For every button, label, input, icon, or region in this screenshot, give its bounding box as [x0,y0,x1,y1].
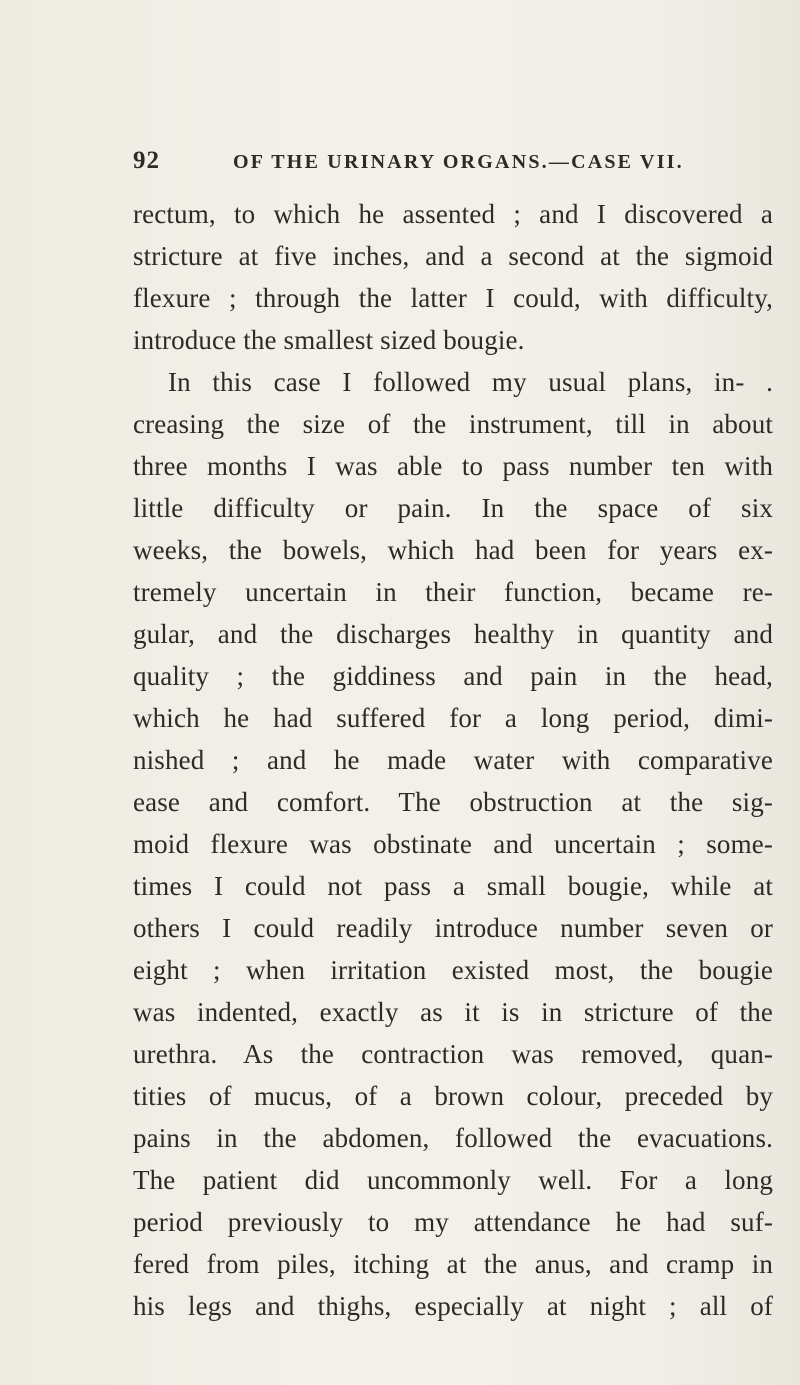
text-line: times I could not pass a small bougie, while at [133,871,773,901]
text-line: eight ; when irritation existed most, the bougie [133,955,773,985]
body-text [133,193,773,1327]
paragraph-start-line: In this case I followed my usual plans, in- . [168,367,773,397]
text-line: others I could readily introduce number seven or [133,913,773,943]
text-line: gular, and the discharges healthy in quantity and [133,619,773,649]
text-line: weeks, the bowels, which had been for years ex- [133,535,773,565]
page-number: 92 [133,147,160,174]
text-line: introduce the smallest sized bougie. [133,325,525,355]
text-line: quality ; the giddiness and pain in the head, [133,661,773,691]
text-line: pains in the abdomen, followed the evacuations. [133,1123,773,1153]
running-head [133,147,773,181]
text-line: rectum, to which he assented ; and I discovered a [133,199,773,229]
text-line: tremely uncertain in their function, became re- [133,577,773,607]
running-title: OF THE URINARY ORGANS.—CASE VII. [233,151,684,173]
text-line: three months I was able to pass number ten with [133,451,773,481]
text-line: fered from piles, itching at the anus, and cramp in [133,1249,773,1279]
text-line: little difficulty or pain. In the space of six [133,493,773,523]
text-line: flexure ; through the latter I could, with difficulty, [133,283,773,313]
text-line: stricture at five inches, and a second at the sigmoid [133,241,773,271]
text-line: ease and comfort. The obstruction at the sig- [133,787,773,817]
text-line: was indented, exactly as it is in stricture of the [133,997,773,1027]
text-line: period previously to my attendance he had suf- [133,1207,773,1237]
text-line: nished ; and he made water with comparative [133,745,773,775]
text-line: tities of mucus, of a brown colour, preceded by [133,1081,773,1111]
text-line: which he had suffered for a long period, dimi- [133,703,773,733]
text-line: moid flexure was obstinate and uncertain ; some- [133,829,773,859]
text-line: The patient did uncommonly well. For a long [133,1165,773,1195]
text-line: creasing the size of the instrument, till in about [133,409,773,439]
text-line: urethra. As the contraction was removed, quan- [133,1039,773,1069]
text-line: his legs and thighs, especially at night ; all of [133,1291,773,1321]
